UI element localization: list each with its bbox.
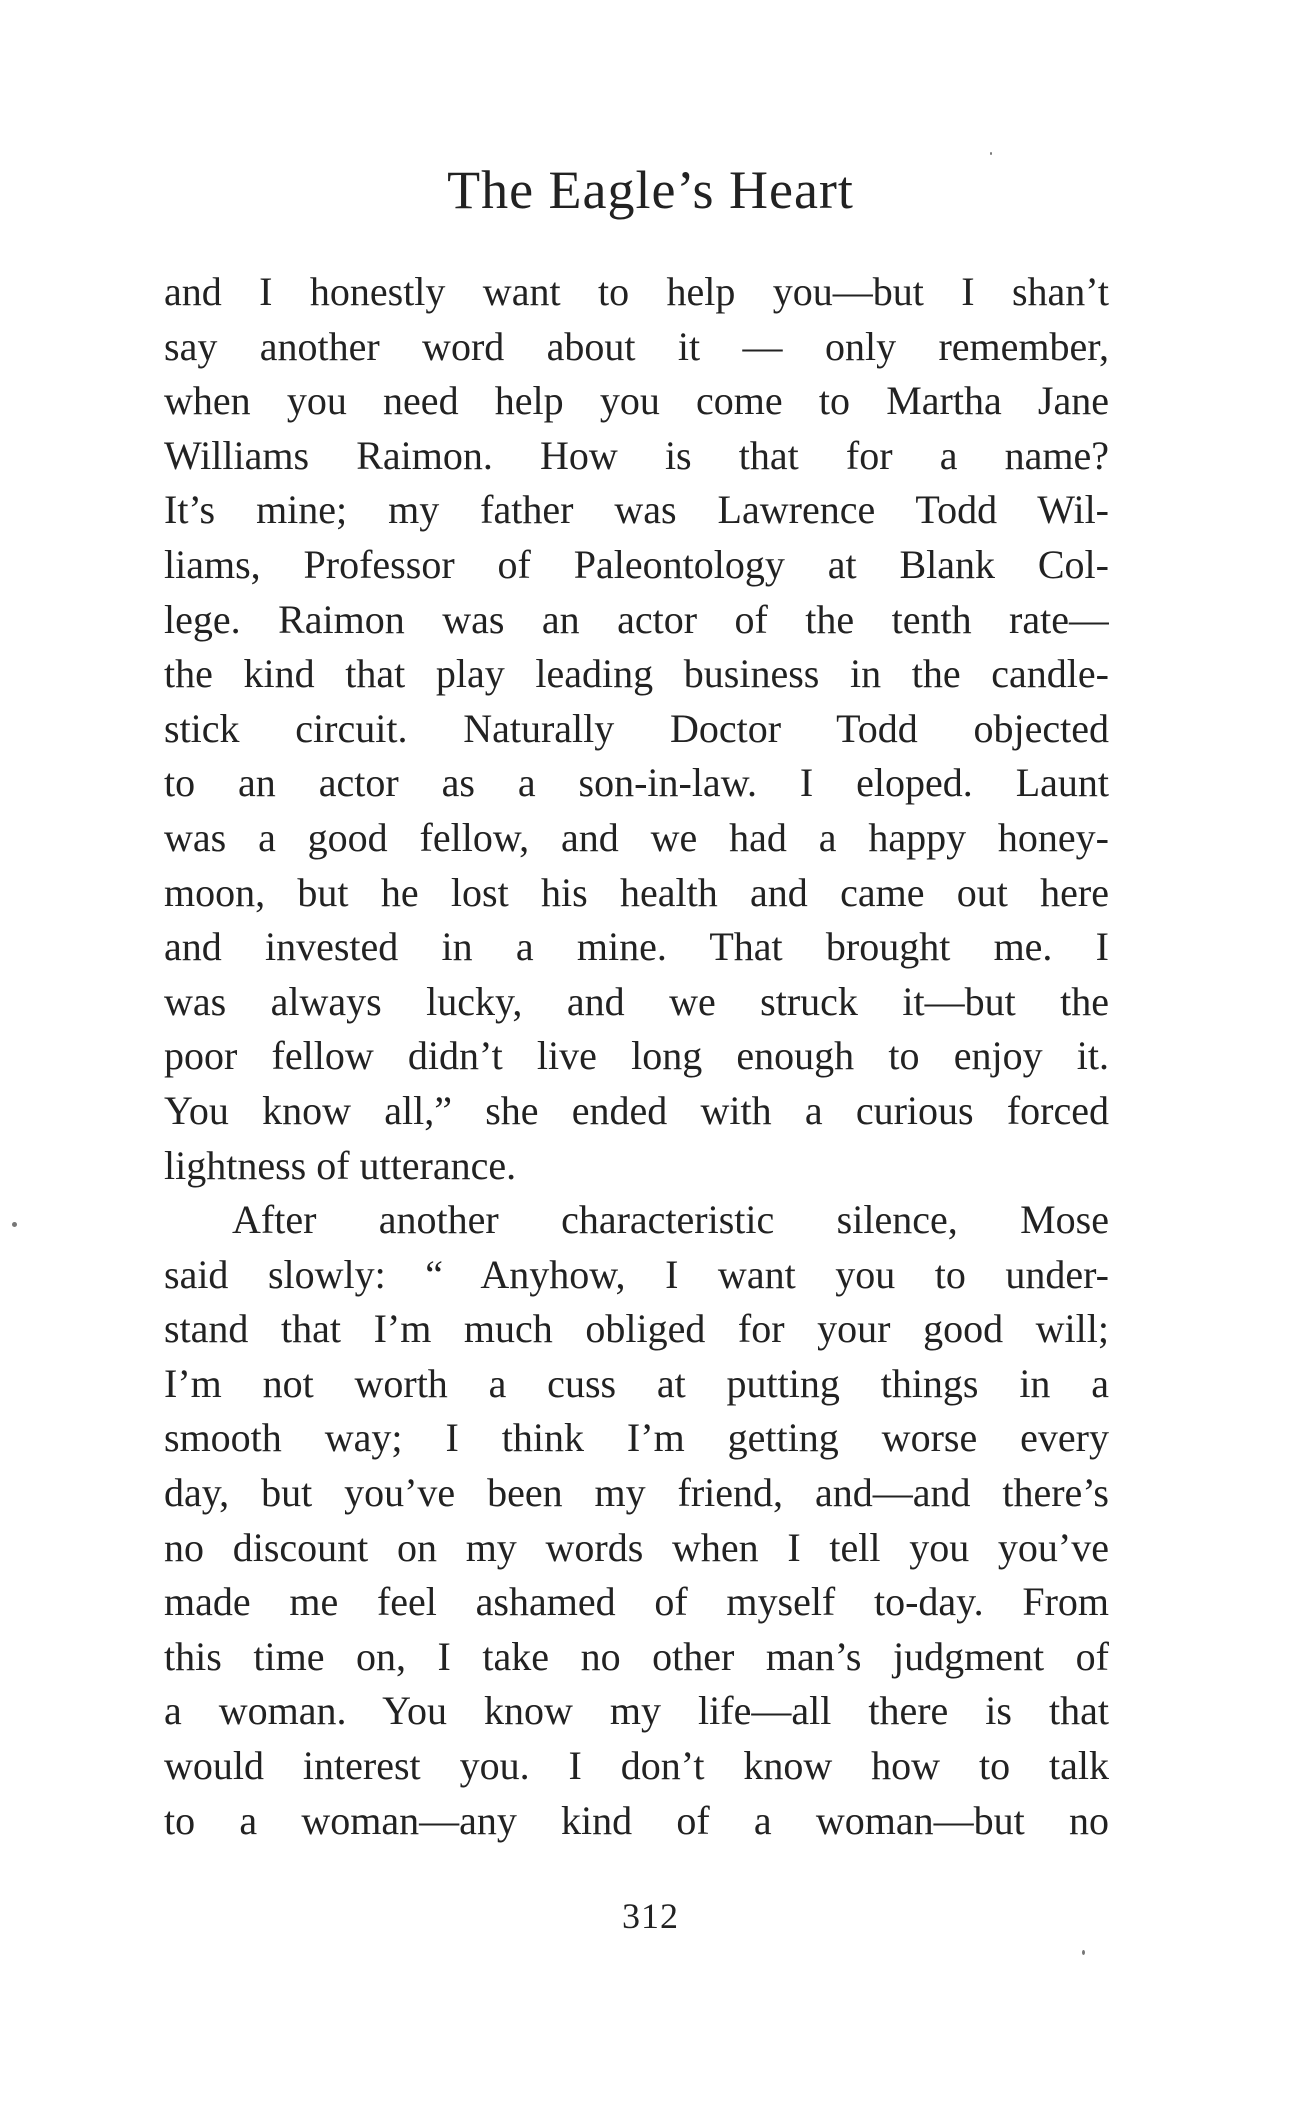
text-line: stand that I’m much obliged for your good will; xyxy=(164,1306,1109,1352)
text-line: was always lucky, and we struck it—but the xyxy=(164,978,1109,1024)
text-line: lege. Raimon was an actor of the tenth rate— xyxy=(164,596,1109,642)
text-line: day, but you’ve been my friend, and—and there’s xyxy=(164,1470,1109,1516)
text-line: I’m not worth a cuss at putting things in a xyxy=(164,1360,1109,1406)
text-line: when you need help you come to Martha Jane xyxy=(164,378,1109,424)
scan-speck xyxy=(1082,1950,1085,1955)
text-line: to an actor as a son-in-law. I eloped. Launt xyxy=(164,760,1109,806)
text-line: stick circuit. Naturally Doctor Todd objected xyxy=(164,705,1109,751)
text-line: and invested in a mine. That brought me. I xyxy=(164,924,1109,970)
body-text xyxy=(164,265,1109,1848)
text-line: You know all,” she ended with a curious forced xyxy=(164,1087,1109,1133)
text-line: moon, but he lost his health and came out here xyxy=(164,869,1109,915)
text-line: liams, Professor of Paleontology at Blank Col- xyxy=(164,541,1109,587)
scan-speck xyxy=(990,152,992,155)
paragraph-start-line: After another characteristic silence, Mose xyxy=(232,1197,1109,1243)
text-line: was a good fellow, and we had a happy honey- xyxy=(164,814,1109,860)
scan-speck xyxy=(12,1222,17,1227)
text-line: It’s mine; my father was Lawrence Todd Wil- xyxy=(164,487,1109,533)
text-line: a woman. You know my life—all there is that xyxy=(164,1688,1109,1734)
text-line: this time on, I take no other man’s judgment of xyxy=(164,1633,1109,1679)
text-line: and I honestly want to help you—but I shan’t xyxy=(164,269,1109,314)
text-line: said slowly: “ Anyhow, I want you to under- xyxy=(164,1251,1109,1297)
text-line: poor fellow didn’t live long enough to enjoy it. xyxy=(164,1033,1109,1079)
text-line: the kind that play leading business in the candle- xyxy=(164,651,1109,697)
text-line: say another word about it — only remember, xyxy=(164,323,1109,369)
text-line: would interest you. I don’t know how to talk xyxy=(164,1743,1109,1789)
text-line: Williams Raimon. How is that for a name? xyxy=(164,432,1109,478)
text-line: made me feel ashamed of myself to-day. From xyxy=(164,1579,1109,1625)
paragraph-end-line: lightness of utterance. xyxy=(164,1142,517,1188)
running-head: The Eagle’s Heart xyxy=(447,160,854,220)
text-line: to a woman—any kind of a woman—but no xyxy=(164,1797,1109,1843)
text-line: no discount on my words when I tell you you’ve xyxy=(164,1524,1109,1570)
text-line: smooth way; I think I’m getting worse every xyxy=(164,1415,1109,1461)
page-number: 312 xyxy=(622,1896,679,1936)
